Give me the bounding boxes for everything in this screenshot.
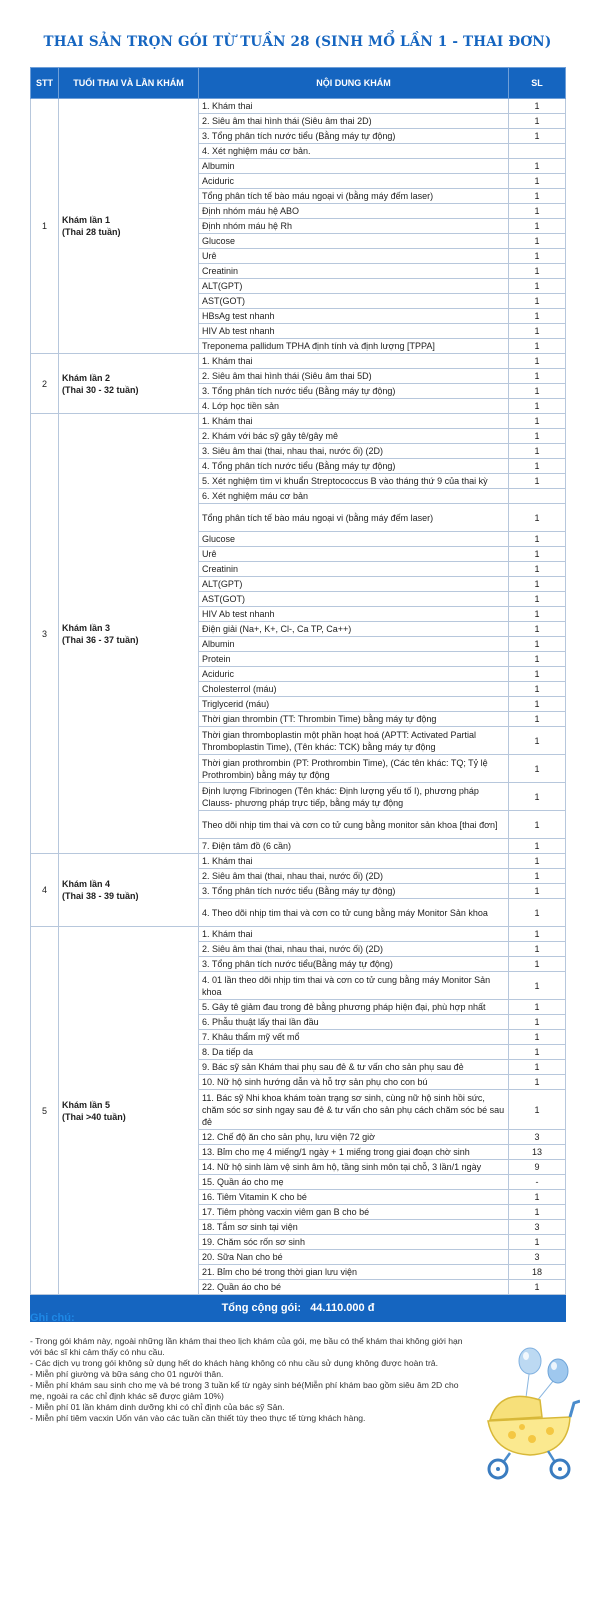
table-header-row — [31, 68, 566, 99]
exam-item: 4. Lớp học tiền sản — [199, 399, 509, 414]
exam-item: Glucose — [199, 234, 509, 249]
exam-item: Điện giải (Na+, K+, Cl-, Ca TP, Ca++) — [199, 622, 509, 637]
exam-item: AST(GOT) — [199, 592, 509, 607]
exam-qty: 1 — [509, 869, 566, 884]
exam-item: 3. Tổng phân tích nước tiểu (Bằng máy tự động) — [199, 884, 509, 899]
exam-qty: 1 — [509, 899, 566, 927]
visit-number: 5 — [31, 927, 59, 1295]
exam-qty: 1 — [509, 697, 566, 712]
visit-number: 3 — [31, 414, 59, 854]
exam-qty: 1 — [509, 429, 566, 444]
visit-cell — [59, 927, 199, 1295]
exam-item: 12. Chế độ ăn cho sản phụ, lưu viện 72 giờ — [199, 1130, 509, 1145]
note-line: - Các dịch vụ trong gói không sử dụng hết do khách hàng không có nhu cầu sử dụng không được hoàn trả. — [30, 1358, 438, 1368]
visit-weeks: (Thai >40 tuần) — [62, 1111, 126, 1122]
exam-item: Creatinin — [199, 562, 509, 577]
exam-item: HIV Ab test nhanh — [199, 324, 509, 339]
exam-item: Glucose — [199, 532, 509, 547]
baby-stroller-icon — [470, 1345, 580, 1480]
exam-qty: 1 — [509, 1205, 566, 1220]
exam-qty: 1 — [509, 114, 566, 129]
exam-item: 15. Quần áo cho mẹ — [199, 1175, 509, 1190]
exam-qty: 1 — [509, 189, 566, 204]
exam-qty: 1 — [509, 369, 566, 384]
exam-item: Tổng phân tích tế bào máu ngoại vi (bằng máy đếm laser) — [199, 504, 509, 532]
visit-cell — [59, 414, 199, 854]
exam-item: Tổng phân tích tế bào máu ngoại vi (bằng máy đếm laser) — [199, 189, 509, 204]
exam-qty: 1 — [509, 755, 566, 783]
exam-qty: 1 — [509, 459, 566, 474]
exam-qty: 1 — [509, 727, 566, 755]
exam-qty: 1 — [509, 607, 566, 622]
header-content: NỘI DUNG KHÁM — [199, 68, 509, 99]
exam-qty: 1 — [509, 414, 566, 429]
exam-item: 19. Chăm sóc rốn sơ sinh — [199, 1235, 509, 1250]
exam-qty: 1 — [509, 811, 566, 839]
note-line: - Trong gói khám này, ngoài những lần khám thai theo lịch khám của gói, mẹ bầu có thể khám thai không giới hạn với bác sĩ khi cảm thấy có nhu cầu. — [30, 1336, 463, 1357]
exam-item: 3. Tổng phân tích nước tiểu (Bằng máy tự động) — [199, 384, 509, 399]
visit-weeks: (Thai 36 - 37 tuần) — [62, 634, 139, 645]
exam-qty: 1 — [509, 384, 566, 399]
exam-qty: 1 — [509, 957, 566, 972]
exam-qty: 1 — [509, 927, 566, 942]
exam-qty: 1 — [509, 1075, 566, 1090]
exam-item: 21. Bỉm cho bé trong thời gian lưu viện — [199, 1265, 509, 1280]
exam-qty: 1 — [509, 174, 566, 189]
exam-item: 1. Khám thai — [199, 99, 509, 114]
exam-qty: 1 — [509, 1280, 566, 1295]
visit-name: Khám lần 2 — [62, 372, 111, 383]
table-row — [31, 354, 566, 369]
exam-item: Creatinin — [199, 264, 509, 279]
exam-qty: 1 — [509, 1015, 566, 1030]
exam-item: 2. Siêu âm thai hình thái (Siêu âm thai 5D) — [199, 369, 509, 384]
exam-qty: 1 — [509, 279, 566, 294]
exam-qty: 1 — [509, 219, 566, 234]
exam-qty: 1 — [509, 712, 566, 727]
visit-name: Khám lần 5 — [62, 1099, 111, 1110]
exam-qty: 1 — [509, 204, 566, 219]
exam-item: 3. Siêu âm thai (thai, nhau thai, nước ối) (2D) — [199, 444, 509, 459]
exam-qty: 1 — [509, 532, 566, 547]
visit-number: 1 — [31, 99, 59, 354]
visit-number: 4 — [31, 854, 59, 927]
exam-item: Theo dõi nhịp tim thai và cơn co tử cung bằng monitor sản khoa [thai đơn] — [199, 811, 509, 839]
table-row — [31, 99, 566, 114]
exam-qty: 1 — [509, 324, 566, 339]
exam-qty: 1 — [509, 234, 566, 249]
exam-qty: 1 — [509, 942, 566, 957]
exam-item: Triglycerid (máu) — [199, 697, 509, 712]
notes-list — [30, 1336, 470, 1424]
exam-item: 7. Khâu thẩm mỹ vết mổ — [199, 1030, 509, 1045]
exam-qty — [509, 489, 566, 504]
exam-qty: 13 — [509, 1145, 566, 1160]
exam-qty: 3 — [509, 1130, 566, 1145]
visit-name: Khám lần 4 — [62, 879, 111, 889]
exam-qty: 1 — [509, 839, 566, 854]
exam-qty: 3 — [509, 1250, 566, 1265]
exam-qty: 1 — [509, 444, 566, 459]
exam-qty: - — [509, 1175, 566, 1190]
exam-qty: 1 — [509, 294, 566, 309]
exam-item: ALT(GPT) — [199, 279, 509, 294]
exam-qty: 1 — [509, 854, 566, 869]
exam-qty: 1 — [509, 682, 566, 697]
exam-qty: 1 — [509, 1235, 566, 1250]
exam-item: 11. Bác sỹ Nhi khoa khám toàn trạng sơ sinh, cùng nữ hộ sinh hồi sức, chăm sóc sơ sinh ngay sau đẻ & tư vấn cho sản phụ cách chăm sóc bé sau đẻ — [199, 1090, 509, 1130]
total-value: 44.110.000 đ — [310, 1302, 375, 1314]
exam-qty: 1 — [509, 637, 566, 652]
exam-qty: 1 — [509, 474, 566, 489]
exam-item: 6. Xét nghiệm máu cơ bản — [199, 489, 509, 504]
exam-qty: 1 — [509, 1060, 566, 1075]
exam-item: 1. Khám thai — [199, 854, 509, 869]
exam-item: 10. Nữ hộ sinh hướng dẫn và hỗ trợ sản phụ cho con bú — [199, 1075, 509, 1090]
visit-cell — [59, 354, 199, 414]
exam-item: Urê — [199, 249, 509, 264]
exam-qty: 1 — [509, 399, 566, 414]
visit-cell — [59, 854, 199, 927]
exam-qty: 1 — [509, 159, 566, 174]
exam-qty: 1 — [509, 547, 566, 562]
exam-qty: 1 — [509, 652, 566, 667]
exam-item: 6. Phẫu thuật lấy thai lần đầu — [199, 1015, 509, 1030]
exam-item: 4. Tổng phân tích nước tiểu (Bằng máy tự động) — [199, 459, 509, 474]
exam-item: 2. Khám với bác sỹ gây tê/gây mê — [199, 429, 509, 444]
header-stt: STT — [31, 68, 59, 99]
exam-item: 2. Siêu âm thai (thai, nhau thai, nước ối) (2D) — [199, 869, 509, 884]
exam-item: Albumin — [199, 159, 509, 174]
exam-qty: 1 — [509, 577, 566, 592]
exam-item: Urê — [199, 547, 509, 562]
exam-qty: 1 — [509, 667, 566, 682]
exam-item: Thời gian prothrombin (PT: Prothrombin Time), (Các tên khác: TQ; Tỷ lệ Prothrombin) bằng máy tự động — [199, 755, 509, 783]
exam-item: 7. Điện tâm đồ (6 cần) — [199, 839, 509, 854]
exam-item: ALT(GPT) — [199, 577, 509, 592]
table-row — [31, 854, 566, 869]
total-cell — [31, 1295, 566, 1322]
notes-title: Ghi chú: — [30, 1312, 75, 1324]
exam-qty: 1 — [509, 884, 566, 899]
note-line: - Miễn phí khám sau sinh cho mẹ và bé trong 3 tuần kể từ ngày sinh bé(Miễn phí khám bao gồm siêu âm 2D cho mẹ, ngoài ra các chỉ định khác sẽ được giảm 10%) — [30, 1380, 459, 1401]
exam-item: 1. Khám thai — [199, 927, 509, 942]
exam-item: 14. Nữ hộ sinh làm vệ sinh âm hộ, tầng sinh môn tại chỗ, 3 lần/1 ngày — [199, 1160, 509, 1175]
exam-item: 13. Bỉm cho mẹ 4 miếng/1 ngày + 1 miếng trong giai đoạn chờ sinh — [199, 1145, 509, 1160]
exam-item: 3. Tổng phân tích nước tiểu (Bằng máy tự động) — [199, 129, 509, 144]
exam-qty: 1 — [509, 622, 566, 637]
exam-item: 1. Khám thai — [199, 414, 509, 429]
exam-qty: 1 — [509, 1000, 566, 1015]
exam-item: 2. Siêu âm thai hình thái (Siêu âm thai 2D) — [199, 114, 509, 129]
exam-qty: 1 — [509, 562, 566, 577]
table-row — [31, 414, 566, 429]
exam-item: Thời gian thromboplastin một phần hoạt hoá (APTT: Activated Partial Thromboplastin Time), (Tên khác: TCK) bằng máy tự động — [199, 727, 509, 755]
exam-qty: 1 — [509, 129, 566, 144]
exam-item: 4. 01 lần theo dõi nhịp tim thai và cơn co tử cung bằng máy Monitor Sản khoa — [199, 972, 509, 1000]
exam-item: 18. Tắm sơ sinh tại viện — [199, 1220, 509, 1235]
total-label: Tổng cộng gói: — [221, 1302, 302, 1314]
page-title: THAI SẢN TRỌN GÓI TỪ TUẦN 28 (SINH MỔ LẦN 1 - THAI ĐƠN) — [43, 34, 552, 50]
visit-number: 2 — [31, 354, 59, 414]
exam-item: 3. Tổng phân tích nước tiểu(Bằng máy tự động) — [199, 957, 509, 972]
header-qty: SL — [509, 68, 566, 99]
visit-name: Khám lần 3 — [62, 622, 111, 633]
exam-item: Aciduric — [199, 667, 509, 682]
exam-item: 8. Da tiếp da — [199, 1045, 509, 1060]
exam-item: HIV Ab test nhanh — [199, 607, 509, 622]
exam-qty: 18 — [509, 1265, 566, 1280]
exam-qty: 1 — [509, 504, 566, 532]
exam-item: 4. Theo dõi nhịp tim thai và cơn co tử cung bằng máy Monitor Sản khoa — [199, 899, 509, 927]
exam-qty: 1 — [509, 339, 566, 354]
visit-weeks: (Thai 30 - 32 tuần) — [62, 384, 139, 395]
exam-qty: 1 — [509, 264, 566, 279]
exam-qty: 1 — [509, 1045, 566, 1060]
exam-qty: 1 — [509, 592, 566, 607]
visit-weeks: (Thai 38 - 39 tuần) — [62, 891, 139, 901]
exam-item: Thời gian thrombin (TT: Thrombin Time) bằng máy tự động — [199, 712, 509, 727]
exam-item: 4. Xét nghiệm máu cơ bản. — [199, 144, 509, 159]
note-line: - Miễn phí giường và bữa sáng cho 01 người thân. — [30, 1369, 224, 1379]
exam-item: Protein — [199, 652, 509, 667]
table-row — [31, 927, 566, 942]
exam-qty: 9 — [509, 1160, 566, 1175]
header-visit: TUỔI THAI VÀ LẦN KHÁM — [59, 68, 199, 99]
exam-item: HBsAg test nhanh — [199, 309, 509, 324]
visit-weeks: (Thai 28 tuần) — [62, 227, 121, 237]
exam-qty — [509, 144, 566, 159]
exam-item: AST(GOT) — [199, 294, 509, 309]
exam-qty: 1 — [509, 1190, 566, 1205]
exam-qty: 1 — [509, 783, 566, 811]
note-line: - Miễn phí tiêm vacxin Uốn ván vào các tuần cần thiết tùy theo thực tế từng khách hàng. — [30, 1413, 366, 1423]
exam-item: 5. Xét nghiệm tìm vi khuẩn Streptococcus B vào tháng thứ 9 của thai kỳ — [199, 474, 509, 489]
exam-item: Aciduric — [199, 174, 509, 189]
exam-qty: 1 — [509, 1030, 566, 1045]
exam-qty: 1 — [509, 309, 566, 324]
exam-qty: 1 — [509, 972, 566, 1000]
exam-item: Cholesterrol (máu) — [199, 682, 509, 697]
exam-item: Treponema pallidum TPHA định tính và định lượng [TPPA] — [199, 339, 509, 354]
exam-qty: 1 — [509, 354, 566, 369]
visit-cell — [59, 99, 199, 354]
note-line: - Miễn phí 01 lần khám dinh dưỡng khi có chỉ định của bác sỹ Sản. — [30, 1402, 285, 1412]
total-row — [31, 1295, 566, 1322]
exam-item: 22. Quần áo cho bé — [199, 1280, 509, 1295]
package-table — [30, 67, 566, 1322]
exam-qty: 1 — [509, 249, 566, 264]
exam-item: Albumin — [199, 637, 509, 652]
exam-item: Định nhóm máu hệ Rh — [199, 219, 509, 234]
exam-item: Định nhóm máu hệ ABO — [199, 204, 509, 219]
exam-qty: 1 — [509, 99, 566, 114]
visit-name: Khám lần 1 — [62, 215, 111, 225]
exam-qty: 3 — [509, 1220, 566, 1235]
exam-item: 5. Gây tê giảm đau trong đẻ bằng phương pháp hiện đại, phù hợp nhất — [199, 1000, 509, 1015]
exam-item: 20. Sữa Nan cho bé — [199, 1250, 509, 1265]
exam-item: 16. Tiêm Vitamin K cho bé — [199, 1190, 509, 1205]
exam-item: Định lượng Fibrinogen (Tên khác: Định lượng yếu tố I), phương pháp Clauss- phương pháp trực tiếp, bằng máy tự động — [199, 783, 509, 811]
exam-item: 9. Bác sỹ sản Khám thai phụ sau đẻ & tư vấn cho sản phụ sau đẻ — [199, 1060, 509, 1075]
table-body — [31, 99, 566, 1295]
exam-item: 2. Siêu âm thai (thai, nhau thai, nước ối) (2D) — [199, 942, 509, 957]
exam-qty: 1 — [509, 1090, 566, 1130]
exam-item: 1. Khám thai — [199, 354, 509, 369]
exam-item: 17. Tiêm phòng vacxin viêm gan B cho bé — [199, 1205, 509, 1220]
